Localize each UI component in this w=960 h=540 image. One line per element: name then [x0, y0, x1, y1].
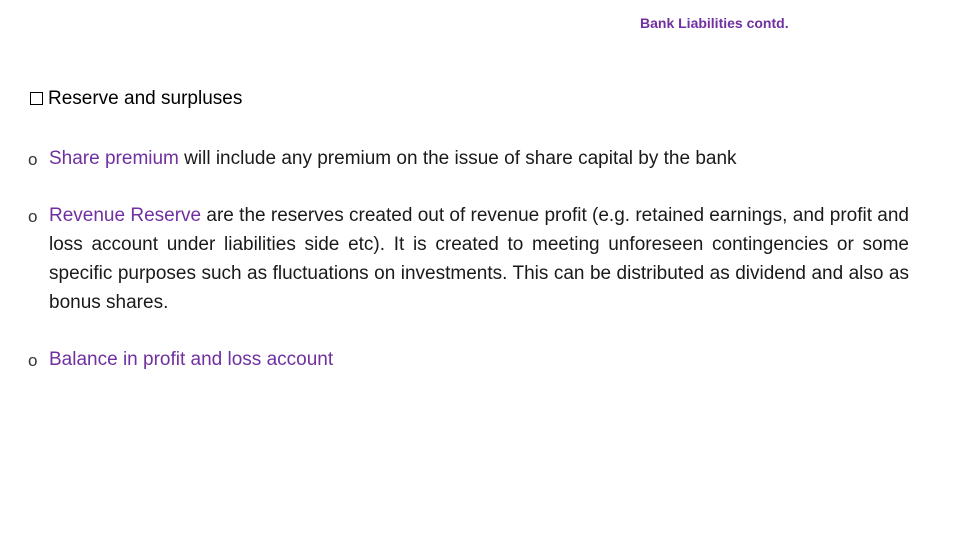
section-heading — [30, 88, 242, 110]
term-revenue-reserve: Revenue Reserve — [49, 205, 202, 226]
list-item-balance-profit-loss — [28, 345, 909, 374]
slide-title: Bank Liabilities contd. — [640, 15, 789, 31]
list-item-text — [49, 201, 909, 317]
circle-bullet-icon: o — [28, 207, 38, 226]
description-revenue-reserve: are the reserves created out of revenue profit (e.g. retained earnings, and profit and loss account under liabilities side etc). It is created to meeting unforeseen contingencies or some specific purposes such as fluctuations on investments. This can be distributed as dividend and also as bonus shares. — [49, 205, 909, 313]
description-share-premium: will include any premium on the issue of share capital by the bank — [178, 148, 737, 169]
circle-bullet-icon: o — [28, 150, 38, 169]
term-share-premium: Share premium — [49, 148, 179, 169]
list-item-text — [49, 345, 909, 374]
section-heading-text: Reserve and surpluses — [48, 88, 243, 109]
circle-bullet-icon: o — [28, 351, 38, 370]
list-item-revenue-reserve — [28, 201, 909, 317]
term-balance-profit-loss: Balance in profit and loss account — [49, 349, 334, 370]
checkbox-bullet-icon — [30, 92, 43, 105]
list-item-text — [49, 144, 909, 173]
list-item-share-premium — [28, 144, 909, 173]
